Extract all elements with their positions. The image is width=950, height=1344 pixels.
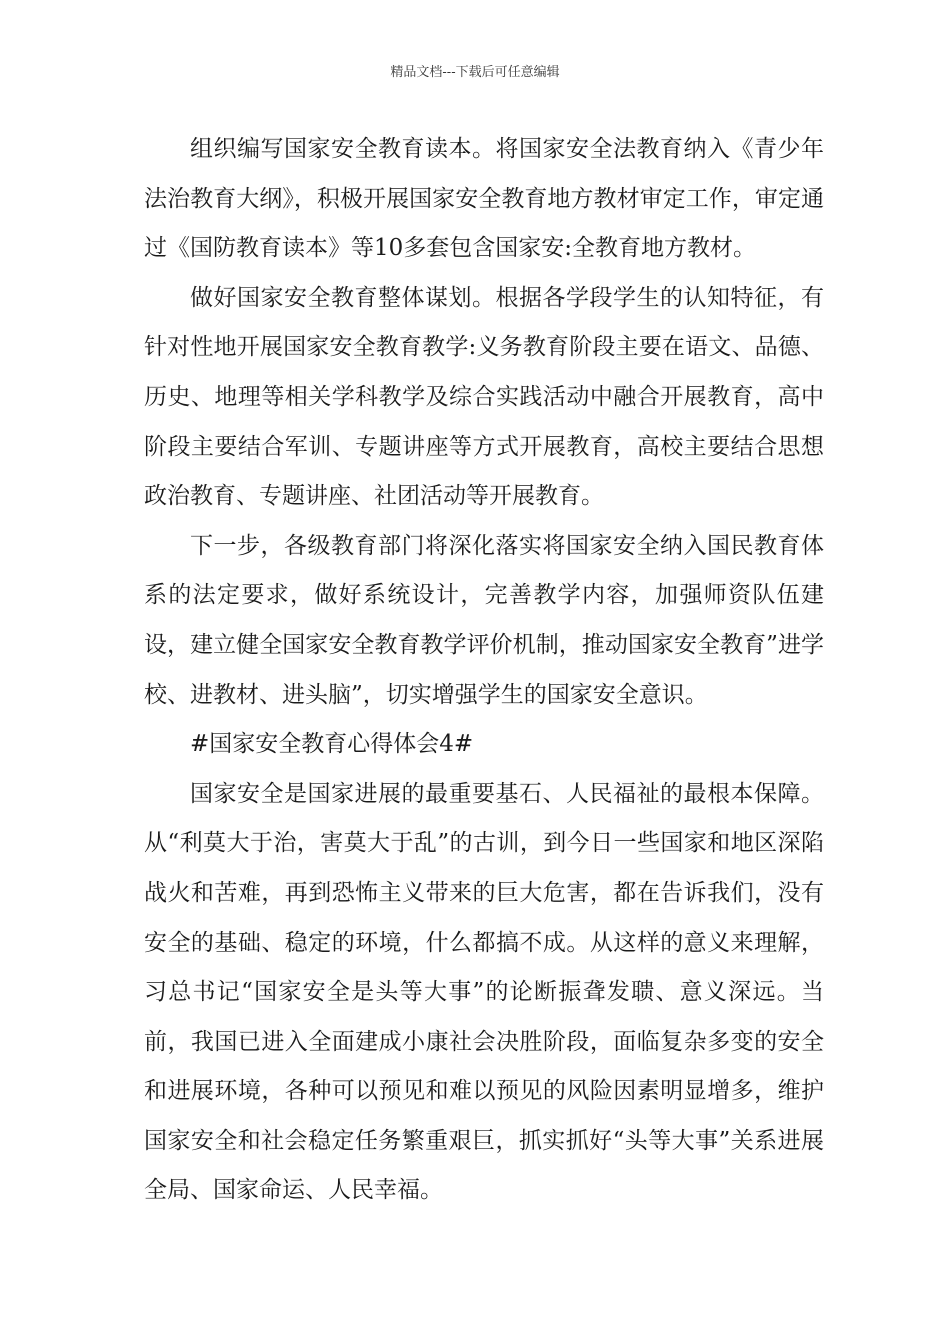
paragraph-planning: 做好国家安全教育整体谋划。根据各学段学生的认知特征，有针对性地开展国家安全教育教学:义务教育阶段主要在语文、品德、历史、地理等相关学科教学及综合实践活动中融合开展教育，高中阶段主要结合军训、专题讲座等方式开展教育，高校主要结合思想政治教育、专题讲座、社团活动等开展教育。: [144, 284, 824, 510]
paragraph-next-steps: 下一步，各级教育部门将深化落实将国家安全纳入国民教育体系的法定要求，做好系统设计，完善教学内容，加强师资队伍建设，建立健全国家安全教育教学评价机制，推动国家安全教育”进学校、进教材、进头脑”，切实增强学生的国家安全意识。: [144, 532, 824, 708]
paragraph-national-security: 国家安全是国家进展的最重要基石、人民福祉的最根本保障。从“利莫大于治，害莫大于乱”的古训，到今日一些国家和地区深陷战火和苦难，再到恐怖主义带来的巨大危害，都在告诉我们，没有安全的基础、稳定的环境，什么都搞不成。从这样的意义来理解，习总书记“国家安全是头等大事”的论断振聋发聩、意义深远。当前，我国已进入全面建成小康社会决胜阶段，面临复杂多变的安全和进展环境，各种可以预见和难以预见的风险因素明显增多，维护国家安全和社会稳定任务繁重艰巨，抓实抓好“头等大事”关系进展全局、国家命运、人民幸福。: [144, 780, 824, 1204]
document-body: [144, 125, 824, 1216]
paragraph-textbooks: 组织编写国家安全教育读本。将国家安全法教育纳入《青少年法治教育大纲》，积极开展国家安全教育地方教材审定工作，审定通过《国防教育读本》等10多套包含国家安:全教育地方教材。: [144, 136, 824, 262]
page-header: 精品文档---下载后可任意编辑: [390, 65, 560, 80]
section-heading: #国家安全教育心得体会4#: [190, 731, 474, 758]
